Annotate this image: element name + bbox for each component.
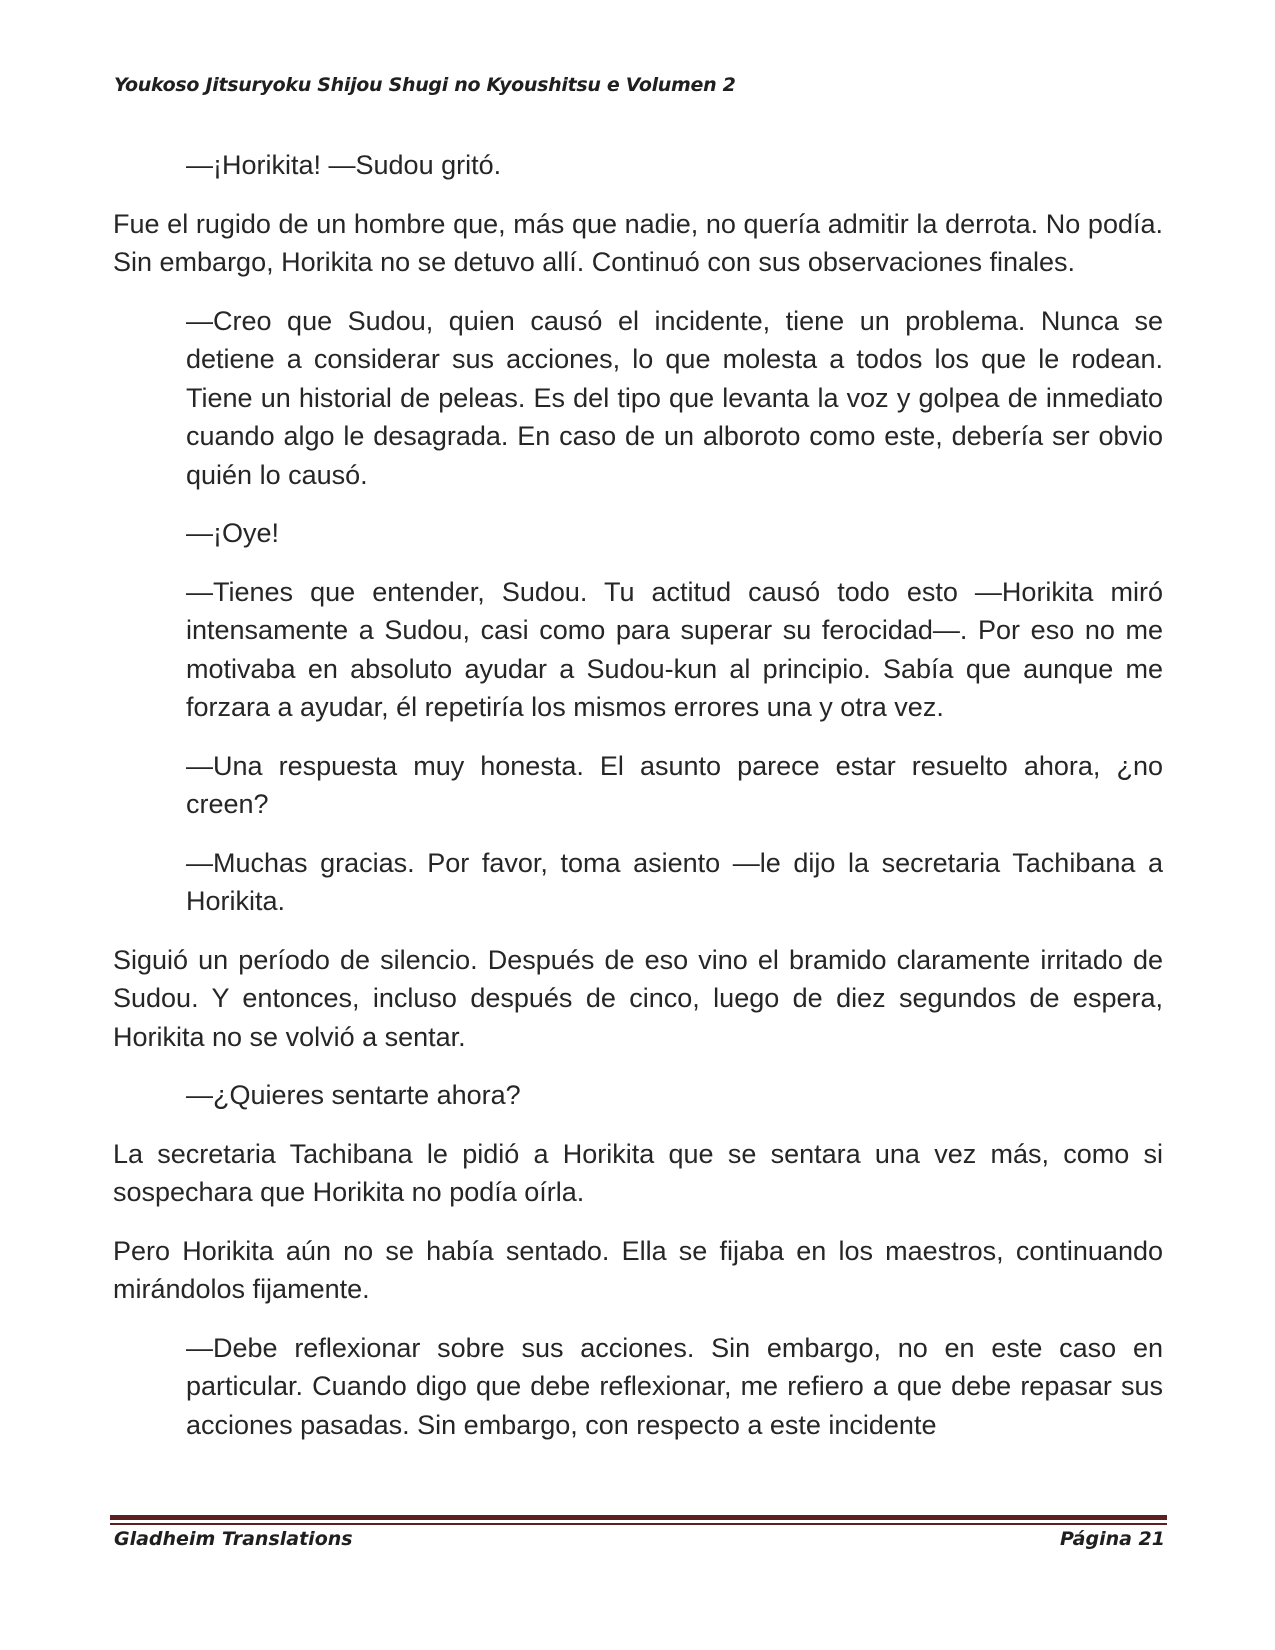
paragraph-dialog: —Creo que Sudou, quien causó el incidente, tiene un problema. Nunca se detiene a considerar sus acciones, lo que molesta a todos los que le rodean. Tiene un historial de peleas. Es del tipo que levanta la voz y golpea de inmediato cuando algo le desagrada. En caso de un alboroto como este, debería ser obvio quién lo causó. xyxy=(186,305,1163,490)
paragraph-dialog: —¡Oye! xyxy=(186,518,280,548)
paragraph-narration: La secretaria Tachibana le pidió a Horikita que se sentara una vez más, como si sospechara que Horikita no podía oírla. xyxy=(113,1138,1163,1207)
paragraph-narration: Pero Horikita aún no se había sentado. Ella se fijaba en los maestros, continuando mirándolos fijamente. xyxy=(113,1235,1163,1304)
footer-rule-thick xyxy=(110,1515,1167,1520)
paragraph-dialog: —¿Quieres sentarte ahora? xyxy=(186,1080,521,1110)
paragraph-dialog: —Una respuesta muy honesta. El asunto parece estar resuelto ahora, ¿no creen? xyxy=(186,750,1163,819)
page-header-title: Youkoso Jitsuryoku Shijou Shugi no Kyoushitsu e Volumen 2 xyxy=(114,74,736,96)
paragraph-narration: Fue el rugido de un hombre que, más que nadie, no quería admitir la derrota. No podía. Sin embargo, Horikita no se detuvo allí. Continuó con sus observaciones finales. xyxy=(113,208,1163,277)
paragraph-dialog: —Tienes que entender, Sudou. Tu actitud causó todo esto —Horikita miró intensamente a Sudou, casi como para superar su ferocidad—. Por eso no me motivaba en absoluto ayudar a Sudou-kun al principio. Sabía que aunque me forzara a ayudar, él repetiría los mismos errores una y otra vez. xyxy=(186,576,1163,722)
paragraph-dialog: —Muchas gracias. Por favor, toma asiento —le dijo la secretaria Tachibana a Horikita. xyxy=(186,847,1163,916)
paragraph-dialog: —¡Horikita! —Sudou gritó. xyxy=(186,150,502,180)
footer-rule-thin xyxy=(110,1523,1167,1525)
page-body xyxy=(113,146,1163,1444)
paragraph-dialog: —Debe reflexionar sobre sus acciones. Sin embargo, no en este caso en particular. Cuando digo que debe reflexionar, me refiero a que debe repasar sus acciones pasadas. Sin embargo, con respecto a este incidente xyxy=(186,1332,1163,1440)
page-footer xyxy=(114,1528,1165,1550)
footer-translator: Gladheim Translations xyxy=(114,1528,353,1550)
paragraph-narration: Siguió un período de silencio. Después de eso vino el bramido claramente irritado de Sudou. Y entonces, incluso después de cinco, luego de diez segundos de espera, Horikita no se volvió a sentar. xyxy=(113,944,1163,1052)
footer-page-number: Página 21 xyxy=(1059,1528,1165,1550)
